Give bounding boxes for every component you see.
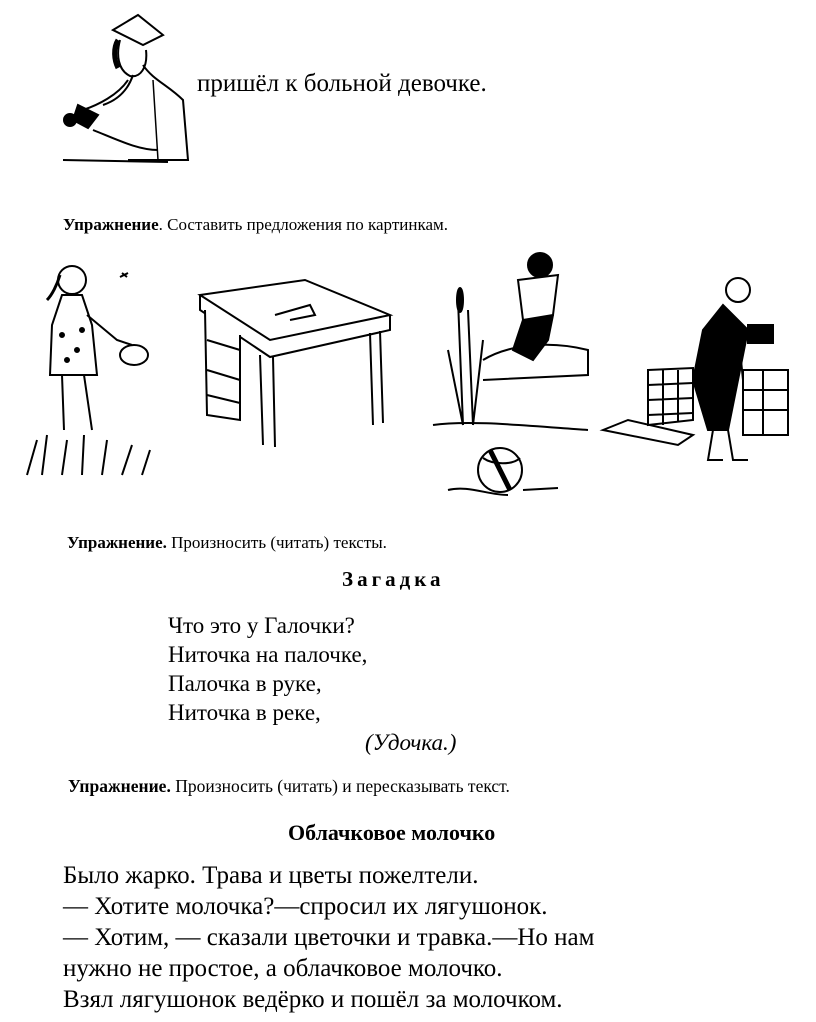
story-line: — Хотим, — сказали цветочки и травка.—Но нам <box>63 924 595 951</box>
exercise-text: . Составить предложения по картинкам. <box>158 215 448 234</box>
riddle-line: Что это у Галочки? <box>168 613 355 638</box>
woman-bricks-illustration <box>598 270 793 470</box>
exercise-label: Упражнение. <box>68 776 171 796</box>
riddle-title: Загадка <box>342 567 445 591</box>
intro-text: пришёл к больной девочке. <box>197 70 487 97</box>
girl-illustration <box>22 255 167 480</box>
exercise-label: Упражнение. <box>67 533 167 552</box>
story-title: Облачковое молочко <box>288 820 496 845</box>
story-line: Было жарко. Трава и цветы пожелтели. <box>63 862 479 889</box>
riddle-answer: (Удочка.) <box>365 730 457 755</box>
exercise-text: Произносить (читать) тексты. <box>166 533 387 552</box>
riddle-line: Ниточка на палочке, <box>168 642 368 667</box>
story-line: — Хотите молочка?—спросил их лягушонок. <box>63 893 548 920</box>
table-illustration <box>195 275 395 450</box>
exercise-3 <box>68 776 510 797</box>
exercise-text: Произносить (читать) и пересказывать текст. <box>170 776 510 796</box>
story-line: Взял лягушонок ведёрко и пошёл за молочком. <box>63 986 563 1013</box>
exercise-1 <box>63 215 448 235</box>
boy-jumping-illustration <box>428 240 593 500</box>
riddle-line: Палочка в руке, <box>168 671 322 696</box>
story-text <box>63 860 813 1015</box>
riddle-line: Ниточка в реке, <box>168 700 321 725</box>
exercise-2 <box>67 533 387 553</box>
riddle-text <box>168 611 367 727</box>
doctor-illustration <box>58 10 193 170</box>
story-line: нужно не простое, а облачковое молочко. <box>63 955 503 982</box>
exercise-label: Упражнение <box>63 215 159 234</box>
